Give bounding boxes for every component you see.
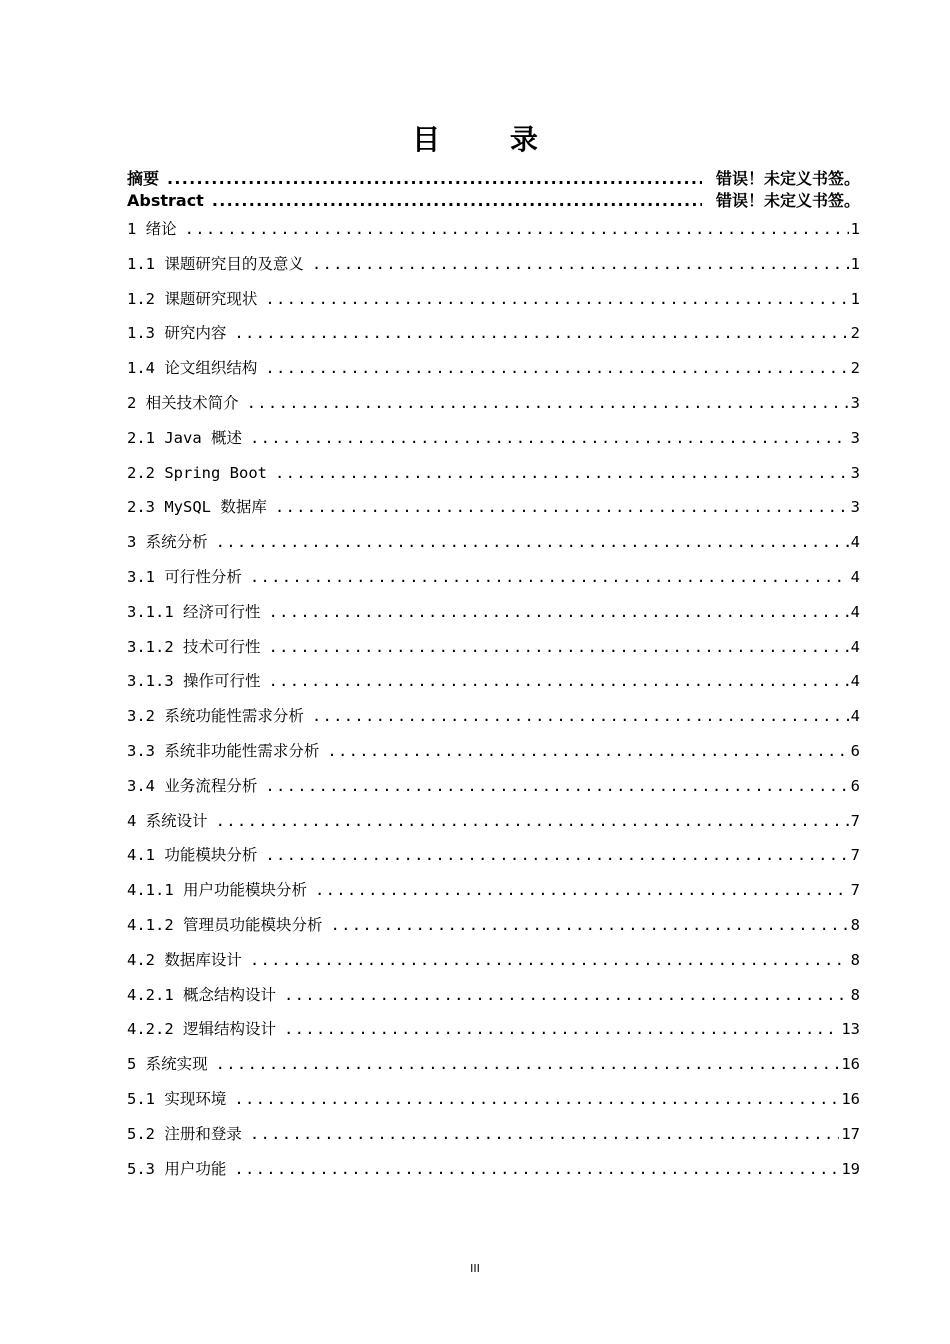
toc-entry-page: 19	[841, 1159, 860, 1178]
toc-entry-page: 16	[841, 1089, 860, 1108]
toc-entry-page: 3	[850, 428, 860, 447]
toc-entry[interactable]	[127, 525, 860, 560]
toc-entry-page: 8	[850, 985, 860, 1004]
toc-entry[interactable]	[127, 1152, 860, 1187]
toc-entry-page: 1	[850, 289, 860, 308]
toc-entry-page: 1	[850, 220, 860, 238]
toc-entry-label: 3.1.1 经济可行性	[127, 602, 261, 621]
toc-dot-leader	[265, 351, 848, 386]
toc-entry-label: 4.2 数据库设计	[127, 950, 242, 969]
toc-dot-leader	[250, 1117, 840, 1152]
toc-dot-leader	[216, 525, 849, 560]
toc-entry-label: 3.3 系统非功能性需求分析	[127, 741, 320, 760]
toc-entry-label: 4.2.1 概念结构设计	[127, 985, 276, 1004]
toc-dot-leader	[312, 699, 849, 734]
toc-entry-label: 3.1.2 技术可行性	[127, 637, 261, 656]
toc-entry-page: 4	[850, 567, 860, 586]
toc-entry[interactable]	[127, 873, 860, 908]
toc-entry-label: 5.1 实现环境	[127, 1089, 227, 1108]
toc-entry-label: 3 系统分析	[127, 533, 208, 552]
toc-entry[interactable]	[127, 908, 860, 943]
toc-entry[interactable]	[127, 247, 860, 282]
toc-entry[interactable]	[127, 386, 860, 421]
toc-entry[interactable]	[127, 168, 860, 190]
toc-dot-leader	[275, 490, 849, 525]
toc-dot-leader	[185, 212, 849, 247]
toc-entry-page: 错误！未定义书签。	[715, 169, 860, 188]
toc-entry-page: 2	[850, 324, 860, 343]
footer-page-number: III	[470, 1262, 480, 1275]
toc-entry-label: 1 绪论	[127, 220, 177, 238]
toc-dot-leader	[327, 734, 848, 769]
toc-entry-label: 5.3 用户功能	[127, 1159, 227, 1178]
toc-entry[interactable]	[127, 943, 860, 978]
toc-dot-leader	[247, 386, 849, 421]
toc-entry-page: 6	[850, 776, 860, 795]
toc-entry[interactable]	[127, 1047, 860, 1082]
toc-dot-leader	[234, 1152, 839, 1187]
toc-dot-leader	[269, 595, 849, 630]
toc-entry[interactable]	[127, 1117, 860, 1152]
toc-entry-page: 17	[841, 1124, 860, 1143]
toc-entry-label: 摘要	[127, 169, 160, 188]
toc-entry[interactable]	[127, 212, 860, 247]
toc-entry-label: 4.1 功能模块分析	[127, 846, 258, 865]
toc-dot-leader	[315, 873, 849, 908]
toc-entry[interactable]	[127, 351, 860, 386]
toc-entry-page: 3	[850, 498, 860, 517]
toc-entry[interactable]	[127, 1082, 860, 1117]
toc-entry-page: 错误！未定义书签。	[715, 191, 860, 210]
toc-entry[interactable]	[127, 769, 860, 804]
toc-entry[interactable]	[127, 595, 860, 630]
toc-entry[interactable]	[127, 978, 860, 1013]
toc-entry-label: 1.1 课题研究目的及意义	[127, 254, 304, 273]
toc-entry-label: 3.1 可行性分析	[127, 567, 242, 586]
toc-dot-leader	[284, 1012, 839, 1047]
toc-entry-label: 2.1 Java 概述	[127, 428, 242, 447]
toc-dot-leader	[250, 421, 849, 456]
toc-dot-leader	[284, 978, 849, 1013]
toc-entry-page: 2	[850, 359, 860, 378]
toc-entry-page: 4	[850, 533, 860, 552]
table-of-contents	[127, 168, 860, 1186]
toc-entry-label: 1.3 研究内容	[127, 324, 227, 343]
toc-entry[interactable]	[127, 804, 860, 839]
toc-entry[interactable]	[127, 734, 860, 769]
toc-dot-leader	[250, 943, 849, 978]
toc-entry-page: 4	[850, 637, 860, 656]
toc-entry[interactable]	[127, 664, 860, 699]
toc-dot-leader	[275, 456, 849, 491]
toc-entry[interactable]	[127, 838, 860, 873]
toc-dot-leader	[167, 168, 702, 190]
toc-dot-leader	[312, 247, 849, 282]
toc-entry-label: 2.2 Spring Boot	[127, 463, 267, 482]
toc-entry-page: 3	[850, 463, 860, 482]
toc-entry[interactable]	[127, 699, 860, 734]
toc-entry-label: 1.2 课题研究现状	[127, 289, 258, 308]
toc-entry[interactable]	[127, 282, 860, 317]
toc-dot-leader	[216, 804, 849, 839]
toc-dot-leader	[234, 316, 848, 351]
toc-entry[interactable]	[127, 190, 860, 212]
toc-entry-page: 8	[850, 915, 860, 934]
toc-entry[interactable]	[127, 456, 860, 491]
toc-entry[interactable]	[127, 421, 860, 456]
toc-entry-page: 4	[850, 707, 860, 726]
toc-entry-page: 16	[841, 1055, 860, 1074]
toc-dot-leader	[265, 282, 848, 317]
toc-entry-label: Abstract	[127, 191, 204, 210]
toc-entry-page: 6	[850, 741, 860, 760]
toc-dot-leader	[212, 190, 702, 212]
toc-entry-page: 4	[850, 672, 860, 691]
toc-entry-label: 4.2.2 逻辑结构设计	[127, 1020, 276, 1039]
toc-entry-label: 3.2 系统功能性需求分析	[127, 707, 304, 726]
toc-dot-leader	[234, 1082, 839, 1117]
toc-entry[interactable]	[127, 1012, 860, 1047]
toc-entry-label: 3.4 业务流程分析	[127, 776, 258, 795]
toc-entry[interactable]	[127, 630, 860, 665]
toc-entry-label: 4.1.1 用户功能模块分析	[127, 881, 307, 900]
toc-entry-page: 8	[850, 950, 860, 969]
toc-entry[interactable]	[127, 560, 860, 595]
toc-dot-leader	[265, 769, 848, 804]
toc-entry-page: 7	[850, 846, 860, 865]
toc-dot-leader	[216, 1047, 840, 1082]
toc-entry-label: 1.4 论文组织结构	[127, 359, 258, 378]
toc-dot-leader	[269, 664, 849, 699]
toc-dot-leader	[331, 908, 849, 943]
toc-dot-leader	[265, 838, 848, 873]
toc-entry-page: 3	[850, 393, 860, 412]
toc-entry-page: 7	[850, 881, 860, 900]
toc-entry-label: 5 系统实现	[127, 1055, 208, 1074]
toc-entry[interactable]	[127, 316, 860, 351]
toc-entry-page: 4	[850, 602, 860, 621]
toc-entry-label: 5.2 注册和登录	[127, 1124, 242, 1143]
toc-entry-label: 4.1.2 管理员功能模块分析	[127, 915, 323, 934]
toc-entry[interactable]	[127, 490, 860, 525]
toc-entry-label: 4 系统设计	[127, 811, 208, 830]
toc-dot-leader	[250, 560, 849, 595]
toc-dot-leader	[269, 630, 849, 665]
toc-entry-label: 3.1.3 操作可行性	[127, 672, 261, 691]
toc-entry-page: 7	[850, 811, 860, 830]
toc-entry-page: 13	[841, 1020, 860, 1039]
page-title: 目 录	[412, 123, 568, 156]
toc-entry-page: 1	[850, 254, 860, 273]
toc-entry-label: 2 相关技术简介	[127, 393, 239, 412]
toc-entry-label: 2.3 MySQL 数据库	[127, 498, 267, 517]
